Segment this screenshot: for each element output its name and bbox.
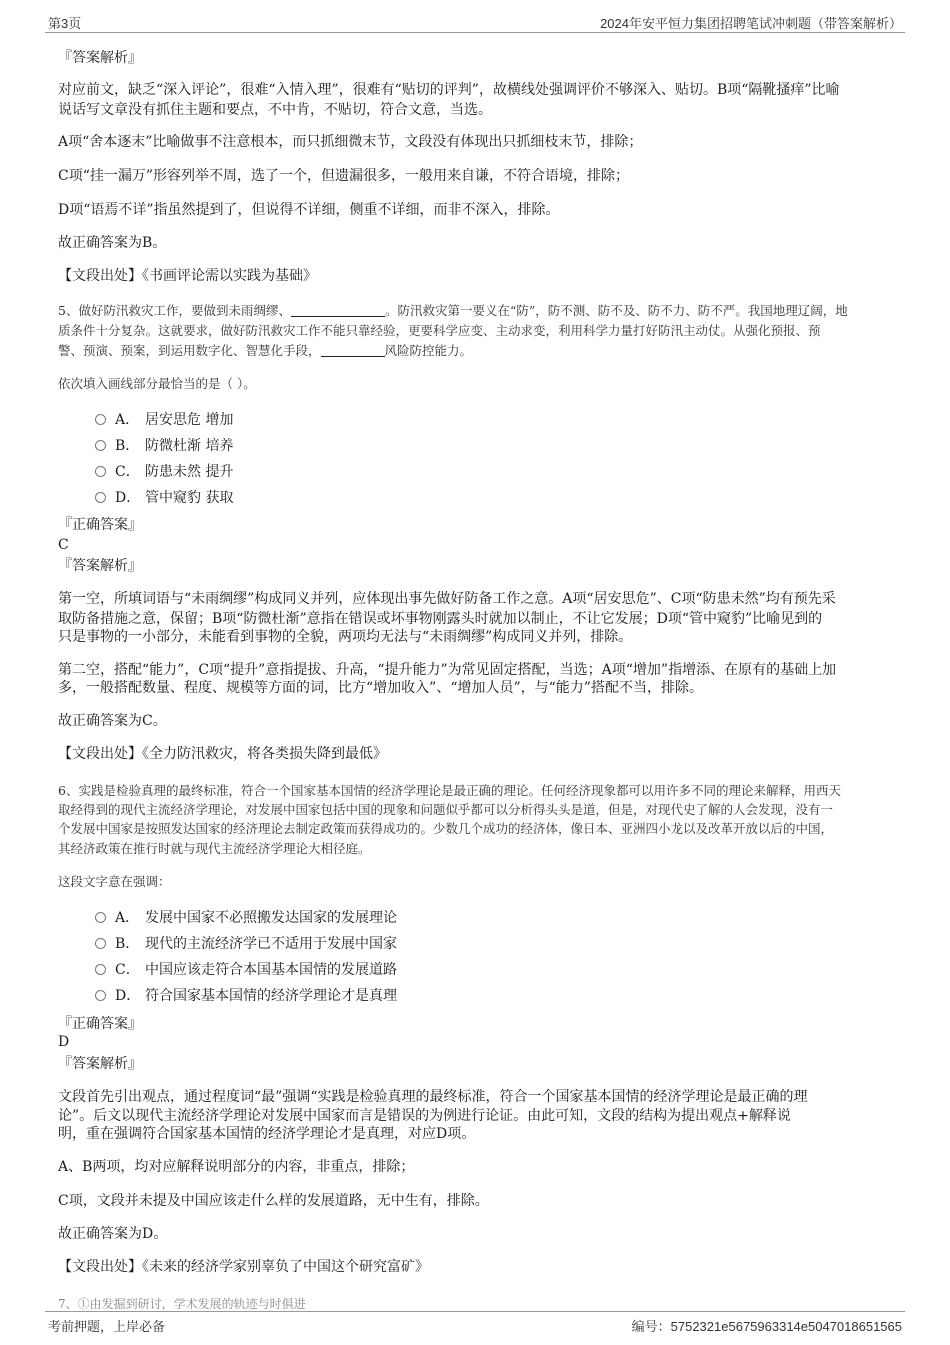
q5-option-d[interactable]: D． 管中窥豹 获取 bbox=[95, 488, 233, 508]
q5-stem-text: 风险防控能力。 bbox=[384, 343, 473, 358]
fill-blank bbox=[321, 344, 385, 357]
q6-option-b[interactable]: B． 现代的主流经济学已不适用于发展中国家 bbox=[95, 934, 397, 954]
q6-stem-line: 个发展中国家是按照发达国家的经济理论去制定政策而获得成功的。少数几个成功的经济体，像日本、亚洲四小龙以及改革开放以后的中国， bbox=[58, 821, 834, 836]
radio-button[interactable] bbox=[95, 466, 106, 477]
q5-analysis-line: 第二空，搭配“能力”，C项“提升”意指提拔、升高，“提升能力”为常见固定搭配，当选；A项“增加”指增添、在原有的基础上加 bbox=[58, 662, 837, 678]
q4-conclusion: 故正确答案为B。 bbox=[58, 235, 167, 251]
q6-answer: D bbox=[58, 1034, 70, 1050]
q5-stem-text: 5、做好防汛救灾工作，要做到未雨绸缪、 bbox=[58, 303, 291, 318]
q5-source: 【文段出处】《全力防汛救灾，将各类损失降到最低》 bbox=[58, 746, 387, 762]
document-title: 2024年安平恒力集团招聘笔试冲刺题（带答案解析） bbox=[600, 16, 902, 31]
q6-stem-line: 其经济政策在推行时就与现代主流经济学理论大相径庭。 bbox=[58, 841, 371, 856]
radio-button[interactable] bbox=[95, 990, 106, 1001]
q5-answer: C bbox=[58, 537, 69, 553]
q5-stem-line bbox=[58, 342, 472, 360]
q6-stem-line: 6、实践是检验真理的最终标准，符合一个国家基本国情的经济学理论是最正确的理论。任何经济现象都可以用许多不同的理论来解释，用西天 bbox=[58, 783, 841, 798]
q4-analysis-line: A项“舍本逐末”比喻做事不注意根本，而只抓细微末节，文段没有体现出只抓细枝末节，排除； bbox=[58, 134, 643, 150]
page-header bbox=[45, 8, 905, 33]
q5-analysis-line: 多，一般搭配数量、程度、规模等方面的词，比方“增加收入”、“增加人员”，与“能力”搭配不当，排除。 bbox=[58, 680, 703, 696]
q4-analysis-line: 对应前文，缺乏“深入评论”，很难“入情入理”，很难有“贴切的评判”，故横线处强调评价不够深入、贴切。B项“隔靴搔痒”比喻 bbox=[58, 82, 840, 98]
q5-stem-text: 警、预演、预案，到运用数字化、智慧化手段， bbox=[58, 343, 321, 358]
q6-conclusion: 故正确答案为D。 bbox=[58, 1226, 168, 1242]
fill-blank bbox=[291, 304, 385, 317]
radio-button[interactable] bbox=[95, 964, 106, 975]
footer-slogan: 考前押题，上岸必备 bbox=[48, 1319, 166, 1334]
q5-prompt: 依次填入画线部分最恰当的是（ ）。 bbox=[58, 376, 256, 391]
q4-analysis-line: 说话写文章没有抓住主题和要点，不中肯，不贴切，符合文意，当选。 bbox=[58, 102, 492, 118]
q5-conclusion: 故正确答案为C。 bbox=[58, 713, 167, 729]
q6-analysis-line: 论”。后文以现代主流经济学理论对发展中国家而言是错误的为例进行论证。由此可知，文段的结构为提出观点+解释说 bbox=[58, 1108, 791, 1124]
radio-button[interactable] bbox=[95, 414, 106, 425]
q6-analysis-line: 明，重在强调符合国家基本国情的经济学理论才是真理，对应D项。 bbox=[58, 1126, 476, 1142]
q6-option-d[interactable]: D． 符合国家基本国情的经济学理论才是真理 bbox=[95, 986, 397, 1006]
q6-analysis-label: 『答案解析』 bbox=[58, 1056, 142, 1072]
q6-stem-line: 取经得到的现代主流经济学理论，对发展中国家包括中国的现象和问题似乎都可以分析得头头是道，但是，对现代史了解的人会发现，没有一 bbox=[58, 802, 834, 817]
q6-prompt: 这段文字意在强调： bbox=[58, 874, 171, 889]
q5-stem-line: 质条件十分复杂。这就要求，做好防汛救灾工作不能只靠经验，更要科学应变、主动求变，利用科学力量打好防汛主动仗。从强化预报、预 bbox=[58, 323, 821, 338]
q5-option-c[interactable]: C． 防患未然 提升 bbox=[95, 462, 233, 482]
q5-analysis-line: 取防备措施之意，保留；B项“防微杜渐”意指在错误或坏事物刚露头时就加以制止，不让它发展；D项“管中窥豹”比喻见到的 bbox=[58, 611, 823, 627]
q6-option-a[interactable]: A． 发展中国家不必照搬发达国家的发展理论 bbox=[95, 908, 397, 928]
radio-button[interactable] bbox=[95, 912, 106, 923]
q4-analysis-label: 『答案解析』 bbox=[58, 50, 142, 66]
q4-analysis-line: D项“语焉不详”指虽然提到了，但说得不详细，侧重不详细，而非不深入，排除。 bbox=[58, 202, 560, 218]
document-code: 编号：5752321e5675963314e5047018651565 bbox=[631, 1319, 902, 1334]
q6-analysis-line: A、B两项，均对应解释说明部分的内容，非重点，排除； bbox=[58, 1159, 415, 1175]
q5-option-b[interactable]: B． 防微杜渐 培养 bbox=[95, 436, 233, 456]
q6-analysis-line: C项，文段并未提及中国应该走什么样的发展道路，无中生有，排除。 bbox=[58, 1193, 489, 1209]
radio-button[interactable] bbox=[95, 938, 106, 949]
q5-stem-line bbox=[58, 302, 848, 320]
q4-source: 【文段出处】《书画评论需以实践为基础》 bbox=[58, 268, 317, 284]
q5-analysis-line: 只是事物的一小部分，未能看到事物的全貌，两项均无法与“未雨绸缪”构成同义并列，排除。 bbox=[58, 629, 633, 645]
radio-button[interactable] bbox=[95, 440, 106, 451]
q5-correct-label: 『正确答案』 bbox=[58, 517, 142, 533]
q5-option-a[interactable]: A． 居安思危 增加 bbox=[95, 410, 233, 430]
q6-analysis-line: 文段首先引出观点，通过程度词“最”强调“实践是检验真理的最终标准，符合一个国家基本国情的经济学理论是最正确的理 bbox=[58, 1089, 808, 1105]
page-footer bbox=[45, 1311, 905, 1342]
q4-analysis-line: C项“挂一漏万”形容列举不周，选了一个，但遗漏很多，一般用来自谦，不符合语境，排除； bbox=[58, 168, 630, 184]
q6-option-c[interactable]: C． 中国应该走符合本国基本国情的发展道路 bbox=[95, 960, 397, 980]
q6-source: 【文段出处】《未来的经济学家别辜负了中国这个研究富矿》 bbox=[58, 1259, 429, 1275]
q5-analysis-label: 『答案解析』 bbox=[58, 558, 142, 574]
radio-button[interactable] bbox=[95, 492, 106, 503]
q5-stem-text: 。防汛救灾第一要义在“防”，防不测、防不及、防不力、防不严。我国地理辽阔，地 bbox=[384, 303, 848, 318]
q5-analysis-line: 第一空，所填词语与“未雨绸缪”构成同义并列，应体现出事先做好防备工作之意。A项“居安思危”、C项“防患未然”均有预先采 bbox=[58, 591, 836, 607]
next-question-cutoff: 7、①由发掘到研讨，学术发展的轨迹与时俱进 bbox=[58, 1297, 306, 1311]
page-number: 第3页 bbox=[48, 16, 82, 31]
q6-correct-label: 『正确答案』 bbox=[58, 1016, 142, 1032]
